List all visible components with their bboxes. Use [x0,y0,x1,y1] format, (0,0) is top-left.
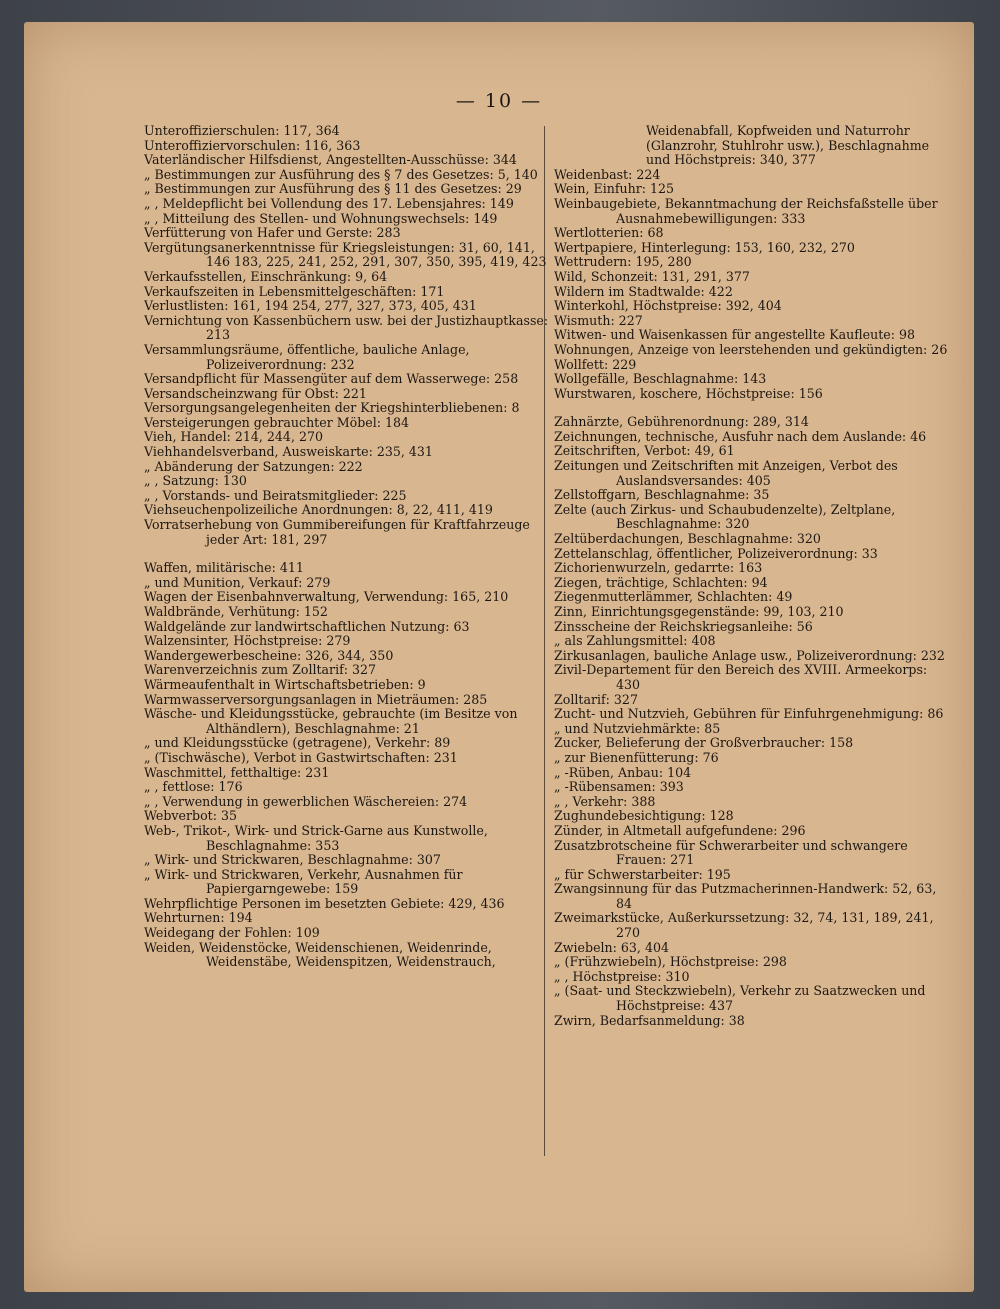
index-entry: Zughundebesichtigung: 128 [554,808,734,824]
index-entry: Zinn, Einrichtungsgegenstände: 99, 103, 210 [554,604,844,619]
index-entry: Versandpflicht für Massengüter auf dem Wasserwege: 258 [144,371,519,387]
index-entry: Wertlotterien: 68 [554,225,664,241]
index-entry: Wäsche- und Kleidungsstücke, gebrauchte (im Besitze von Althändlern), Beschlagnahme: 21 [144,706,518,736]
index-entry: Versteigerungen gebrauchter Möbel: 184 [144,414,410,430]
index-entry: Wärmeaufenthalt in Wirtschaftsbetrieben: 9 [144,676,426,692]
index-entry: Zwiebeln: 63, 404 [554,939,669,955]
index-entry: „ Wirk- und Strickwaren, Beschlagnahme: 307 [144,852,441,868]
index-entry: Zwangsinnung für das Putzmacherinnen-Handwerk: 52, 63, 84 [554,881,937,911]
index-entry: Winterkohl, Höchstpreise: 392, 404 [554,298,782,314]
index-entry: Wettrudern: 195, 280 [554,254,692,270]
index-entry: Zinsscheine der Reichskriegsanleihe: 56 [554,618,813,634]
index-entry: Zeitschriften, Verbot: 49, 61 [554,443,735,459]
index-entry: Zeitungen und Zeitschriften mit Anzeigen, Verbot des Auslandsversandes: 405 [554,458,898,488]
index-entry: „ zur Bienenfütterung: 76 [554,749,719,765]
index-entry: Versandscheinzwang für Obst: 221 [144,385,367,401]
index-entry: Verlustlisten: 161, 194 254, 277, 327, 373, 405, 431 [144,298,477,314]
index-column-right [554,124,954,1028]
index-entry: „ (Saat- und Steckzwiebeln), Verkehr zu Saatzwecken und Höchstpreise: 437 [554,983,926,1014]
index-entry: Wild, Schonzeit: 131, 291, 377 [554,268,750,284]
index-entry: „ Abänderung der Satzungen: 222 [144,458,363,474]
index-entry: Zünder, in Altmetall aufgefundene: 296 [554,822,806,838]
index-entry: Verkaufsstellen, Einschränkung: 9, 64 [144,268,388,284]
index-entry: Zettelanschlag, öffentlicher, Polizeiverordnung: 33 [554,545,878,561]
index-entry: Verkaufszeiten in Lebensmittelgeschäften: 171 [144,283,445,299]
index-entry: Vaterländischer Hilfsdienst, Angestellten-Ausschüsse: 344 [144,152,517,168]
index-entry: Weiden, Weidenstöcke, Weidenschienen, Weidenrinde, Weidenstäbe, Weidenspitzen, Weidenstrauch, [144,939,496,970]
index-entry: Wandergewerbescheine: 326, 344, 350 [144,647,394,663]
index-entry: Wildern im Stadtwalde: 422 [554,283,733,299]
index-entry: Wehrpflichtige Personen im besetzten Gebiete: 429, 436 [144,895,505,911]
index-entry: „ und Nutzviehmärkte: 85 [554,720,721,736]
index-entry: „ , fettlose: 176 [144,779,243,795]
index-entry: Verfütterung von Hafer und Gerste: 283 [144,225,401,241]
index-entry: Zucker, Belieferung der Großverbraucher: 158 [554,735,854,751]
index-entry: Waldbrände, Verhütung: 152 [144,604,328,619]
index-entry: „ , Verkehr: 388 [554,793,656,809]
index-entry: Zelte (auch Zirkus- und Schaubudenzelte), Zeltplane, Beschlagnahme: 320 [554,501,896,532]
index-entry: Waschmittel, fetthaltige: 231 [144,764,330,780]
page-number: — 10 — [455,90,543,112]
index-entry: Weidenbast: 224 [554,166,661,182]
index-entry: Warenverzeichnis zum Zolltarif: 327 [144,662,377,678]
index-entry: „ Bestimmungen zur Ausführung des § 7 des Gesetzes: 5, 140 [144,166,538,182]
index-entry: „ und Munition, Verkauf: 279 [144,574,331,590]
index-entry: Wismuth: 227 [554,312,643,328]
index-entry: Zweimarkstücke, Außerkurssetzung: 32, 74, 131, 189, 241, 270 [554,910,934,941]
index-entry: Ziegenmutterlämmer, Schlachten: 49 [554,589,793,605]
index-entry: Viehhandelsverband, Ausweiskarte: 235, 431 [144,444,433,460]
index-entry: „ , Mitteilung des Stellen- und Wohnungswechsels: 149 [144,210,498,226]
index-entry: „ (Tischwäsche), Verbot in Gastwirtschaften: 231 [144,749,458,765]
index-entry: Webverbot: 35 [144,808,237,824]
index-entry: „ , Verwendung in gewerblichen Wäschereien: 274 [144,793,468,809]
index-entry: Viehseuchenpolizeiliche Anordnungen: 8, 22, 411, 419 [144,502,493,518]
index-entry: Wertpapiere, Hinterlegung: 153, 160, 232, 270 [554,239,855,255]
index-entry: Vernichtung von Kassenbüchern usw. bei der Justizhauptkasse: 213 [144,312,549,343]
index-entry: „ , Satzung: 130 [144,473,247,489]
index-entry: Vergütungsanerkenntnisse für Kriegsleistungen: 31, 60, 141, 146 183, 225, 241, 252, 291, 307, 350, 395, 419, 423 [144,239,547,270]
index-entry: Zucht- und Nutzvieh, Gebühren für Einfuhrgenehmigung: 86 [554,706,944,722]
index-entry: „ für Schwerstarbeiter: 195 [554,866,731,882]
index-entry: Wehrturnen: 194 [144,910,253,926]
index-entry: Versammlungsräume, öffentliche, bauliche Anlage, Polizeiverordnung: 232 [144,341,470,372]
index-entry: Waffen, militärische: 411 [144,560,304,576]
index-entry: Wohnungen, Anzeige von leerstehenden und gekündigten: 26 [554,341,948,357]
index-entry: Zwirn, Bedarfsanmeldung: 38 [554,1012,745,1028]
index-entry: Zusatzbrotscheine für Schwerarbeiter und schwangere Frauen: 271 [554,837,908,868]
index-entry: „ -Rübensamen: 393 [554,779,684,795]
index-entry: „ und Kleidungsstücke (getragene), Verkehr: 89 [144,735,451,751]
index-entry: Unteroffizierschulen: 117, 364 [144,123,340,138]
index-entry: Witwen- und Waisenkassen für angestellte Kaufleute: 98 [554,327,915,343]
index-entry: Wurstwaren, koschere, Höchstpreise: 156 [554,385,823,401]
index-entry: „ , Höchstpreise: 310 [554,968,690,984]
index-entry: Unteroffiziervorschulen: 116, 363 [144,137,361,153]
index-entry: Versorgungsangelegenheiten der Kriegshinterbliebenen: 8 [144,400,520,416]
index-entry: „ Bestimmungen zur Ausführung des § 11 des Gesetzes: 29 [144,181,522,197]
index-entry: Vorratserhebung von Gummibereifungen für Kraftfahrzeuge jeder Art: 181, 297 [144,517,530,547]
index-entry: Wollfett: 229 [554,356,637,372]
index-entry: Zivil-Departement für den Bereich des XVIII. Armeekorps: 430 [554,662,928,692]
index-entry: Wagen der Eisenbahnverwaltung, Verwendung: 165, 210 [144,589,509,605]
index-entry: Weinbaugebiete, Bekanntmachung der Reichsfaßstelle über Ausnahmebewilligungen: 333 [554,195,938,226]
index-entry: „ , Meldepflicht bei Vollendung des 17. Lebensjahres: 149 [144,195,514,211]
index-entry: „ als Zahlungsmittel: 408 [554,633,716,649]
index-entry: „ -Rüben, Anbau: 104 [554,764,692,780]
index-entry: „ , Vorstands- und Beiratsmitglieder: 225 [144,487,407,503]
index-column-left [144,124,556,970]
index-entry: Zellstoffgarn, Beschlagnahme: 35 [554,487,770,503]
book-page [24,22,974,1292]
index-entry: Zirkusanlagen, bauliche Anlage usw., Polizeiverordnung: 232 [554,647,945,663]
index-entry: Weidenabfall, Kopfweiden und Naturrohr (Glanzrohr, Stuhlrohr usw.), Beschlagnahme und Höchstpreis: 340, 377 [646,123,930,168]
index-entry: „ Wirk- und Strickwaren, Verkehr, Ausnahmen für Papiergarngewebe: 159 [144,866,463,897]
index-entry: Wollgefälle, Beschlagnahme: 143 [554,371,767,387]
index-entry: Zeichnungen, technische, Ausfuhr nach dem Auslande: 46 [554,428,927,444]
index-entry: „ (Frühzwiebeln), Höchstpreise: 298 [554,954,787,970]
index-entry: Walzensinter, Höchstpreise: 279 [144,633,351,649]
index-entry: Waldgelände zur landwirtschaftlichen Nutzung: 63 [144,618,470,634]
index-entry: Zahnärzte, Gebührenordnung: 289, 314 [554,414,809,430]
index-entry: Vieh, Handel: 214, 244, 270 [144,429,323,445]
index-entry: Warmwasserversorgungsanlagen in Mieträumen: 285 [144,691,488,707]
index-entry: Wein, Einfuhr: 125 [554,181,675,197]
index-entry: Zolltarif: 327 [554,691,638,707]
index-entry: Web-, Trikot-, Wirk- und Strick-Garne aus Kunstwolle, Beschlagnahme: 353 [144,822,488,853]
index-entry: Zeltüberdachungen, Beschlagnahme: 320 [554,531,821,547]
index-entry: Zichorienwurzeln, gedarrte: 163 [554,560,763,576]
index-entry: Weidegang der Fohlen: 109 [144,925,320,941]
index-entry: Ziegen, trächtige, Schlachten: 94 [554,574,768,590]
